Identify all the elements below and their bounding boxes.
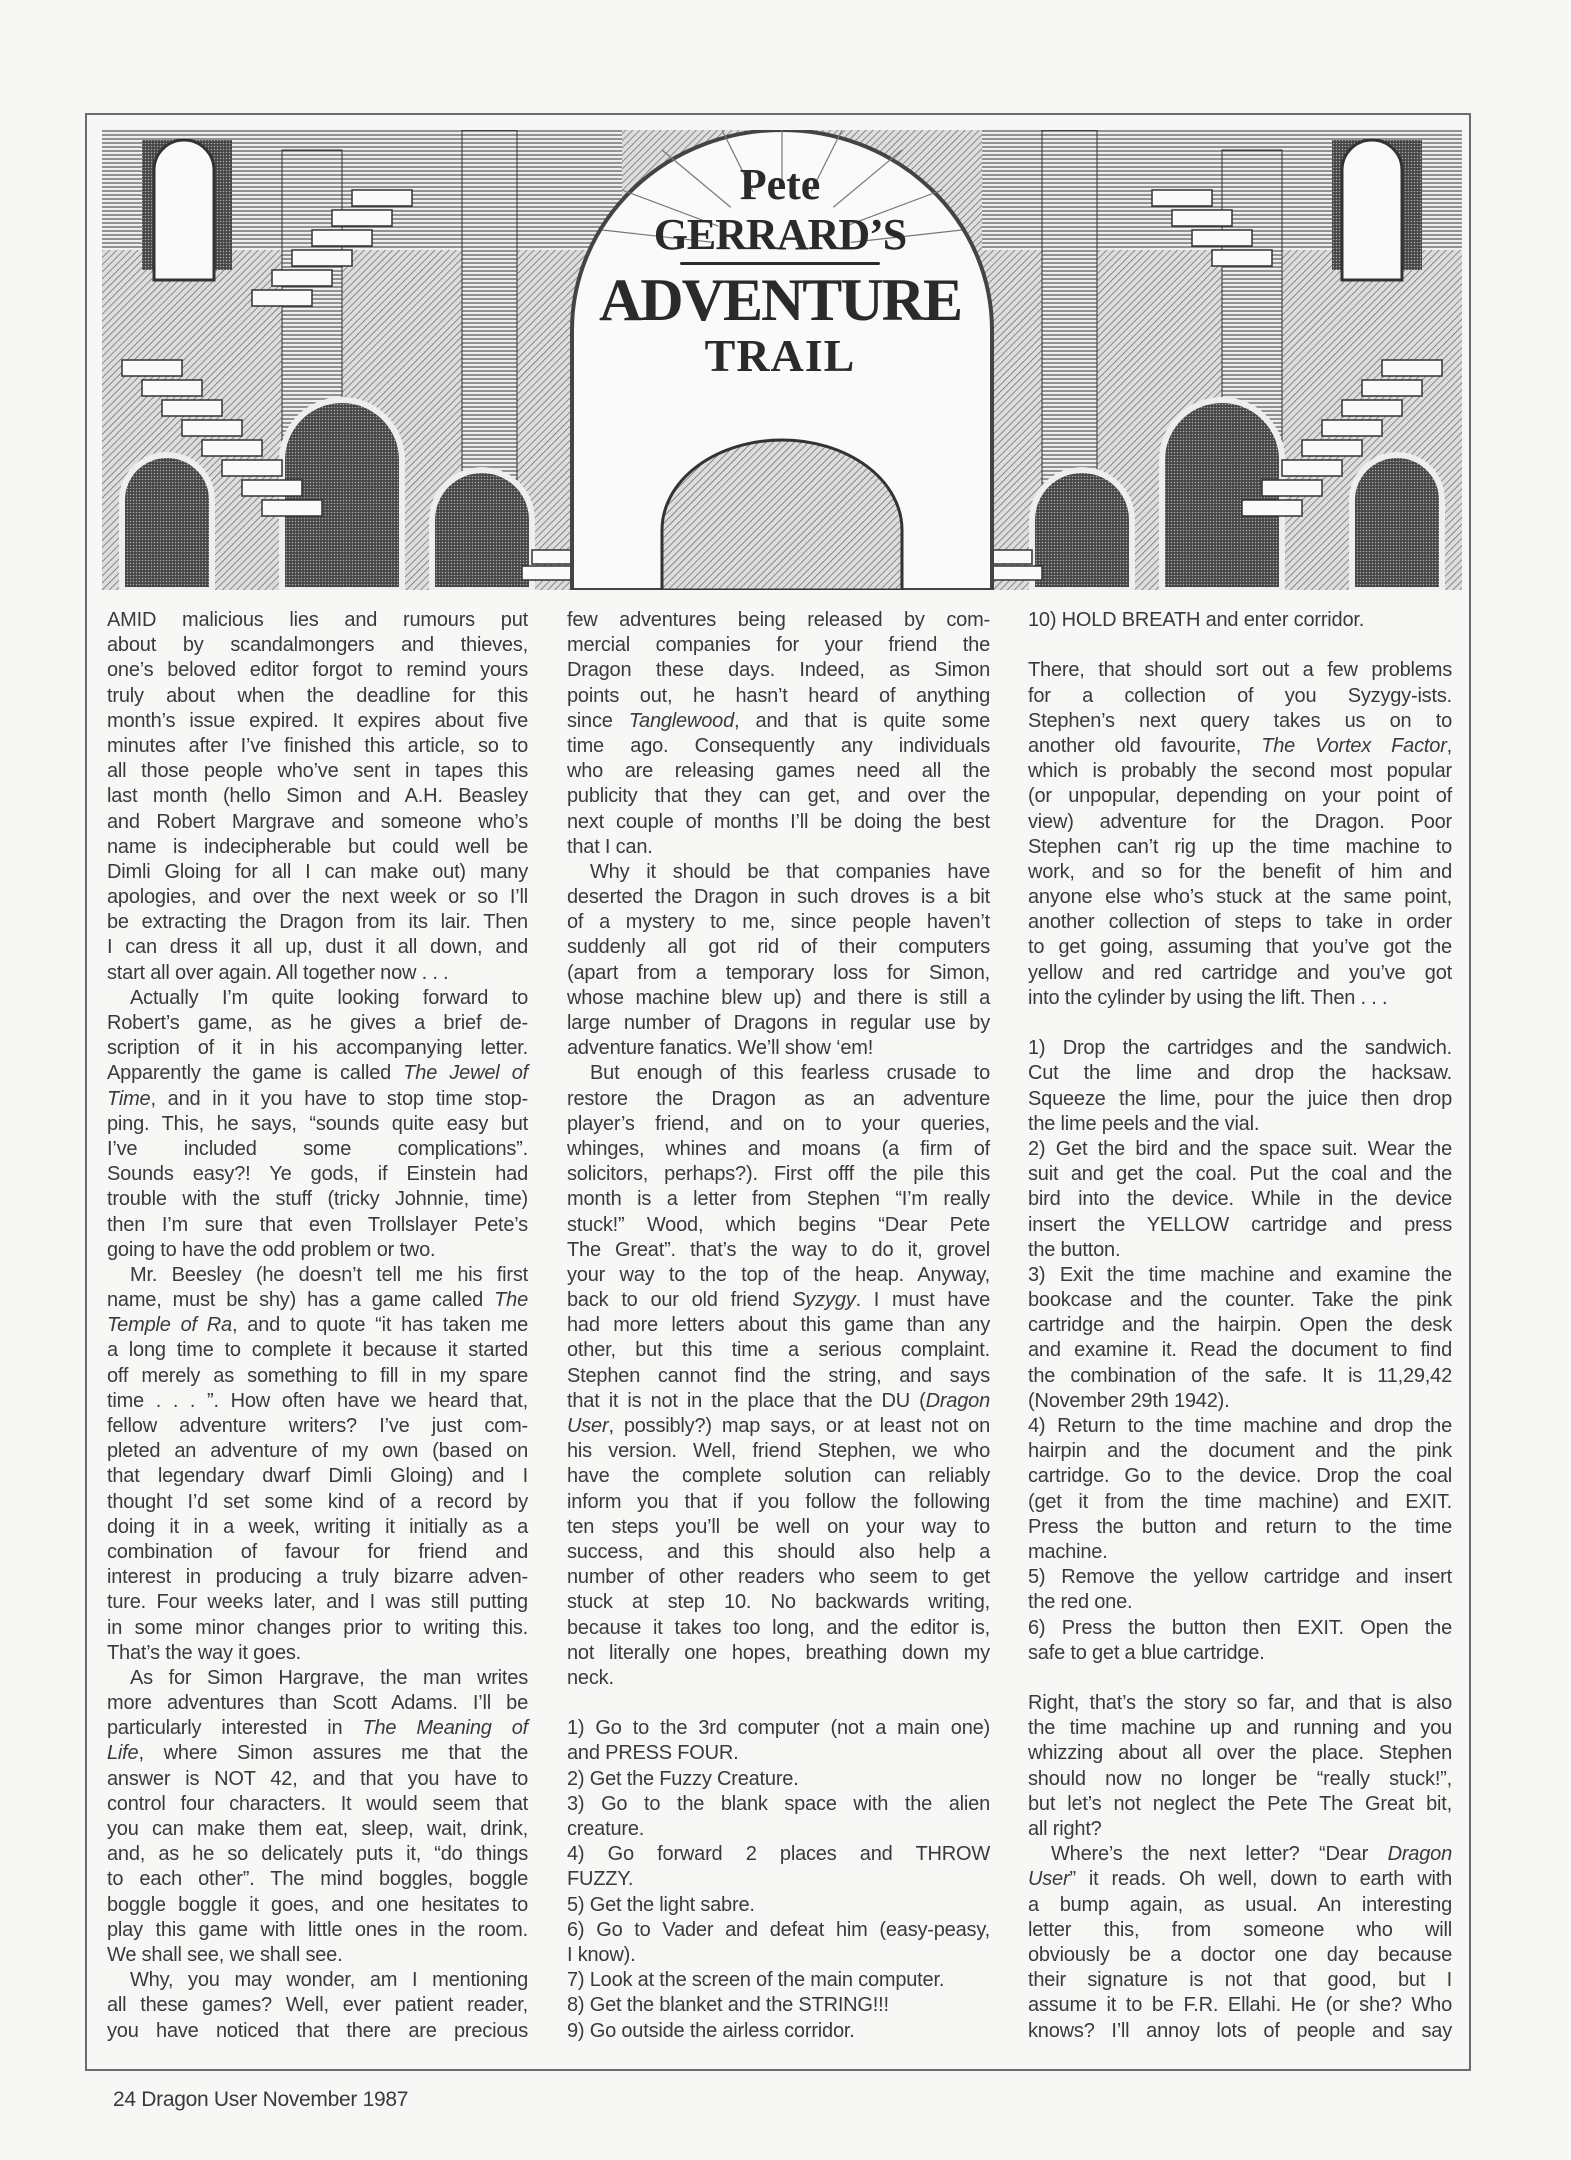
- text-line: 10) HOLD BREATH and enter corridor.: [1028, 609, 1365, 631]
- text-line: 2) Get the bird and the space suit. Wear the: [1028, 1137, 1452, 1160]
- italic-title: User: [567, 1415, 609, 1437]
- text-line: (get it from the time machine) and EXIT.: [1028, 1490, 1452, 1513]
- text-line: 3) Exit the time machine and examine the: [1028, 1263, 1452, 1286]
- text-line: Life, where Simon assures me that the: [107, 1742, 528, 1765]
- text-line: 2) Get the Fuzzy Creature.: [567, 1767, 799, 1790]
- italic-title: Dragon: [1387, 1843, 1452, 1866]
- text-line: solicitors, perhaps?). First offf the pile this: [567, 1163, 990, 1186]
- text-line: publicity that they can get, and over the: [567, 785, 990, 808]
- text-line: cartridge. Go to the device. Drop the coal: [1028, 1465, 1452, 1488]
- text-line: 9) Go outside the airless corridor.: [567, 2019, 855, 2042]
- text-line: I can dress it all up, dust it all down, and: [107, 936, 528, 959]
- text-line: that it is not in the place that the DU (Dragon: [567, 1389, 990, 1412]
- italic-title: Temple of Ra: [107, 1314, 232, 1337]
- text-line: name is indecipherable but could well be: [107, 835, 528, 858]
- text-line: play this game with little ones in the room.: [107, 1918, 528, 1941]
- text-line: had more letters about this game than any: [567, 1314, 990, 1337]
- text-line: the combination of the safe. It is 11,29,42: [1028, 1364, 1452, 1387]
- page-footer: 24 Dragon User November 1987: [113, 2088, 409, 2111]
- text-line: FUZZY.: [567, 1868, 634, 1891]
- text-line: inform you that if you follow the following: [567, 1490, 990, 1513]
- text-line: pleted an adventure of my own (based on: [107, 1440, 528, 1463]
- text-line: stuck!” Wood, which begins “Dear Pete: [567, 1213, 990, 1236]
- text-line: hairpin and the document and the pink: [1028, 1440, 1452, 1463]
- text-line: creature.: [567, 1818, 645, 1840]
- text-line: more adventures than Scott Adams. I’ll be: [107, 1692, 528, 1715]
- text-line: minutes after I’ve finished this article, so to: [107, 734, 528, 757]
- text-line: which is probably the second most popular: [1028, 760, 1452, 783]
- text-line: control four characters. It would seem that: [107, 1792, 528, 1815]
- text-line: Stephen’s next query takes us on to: [1028, 709, 1452, 732]
- text-line: not literally one hopes, breathing down my: [567, 1641, 990, 1664]
- text-line: particularly interested in The Meaning of: [107, 1717, 528, 1740]
- text-line: Time, and in it you have to stop time stop-: [107, 1087, 528, 1110]
- text-line: safe to get a blue cartridge.: [1028, 1641, 1265, 1664]
- text-line: We shall see, we shall see.: [107, 1943, 343, 1966]
- text-line: start all over again. All together now . . .: [107, 961, 449, 984]
- text-line: that I can.: [567, 835, 653, 858]
- text-line: going to have the odd problem or two.: [107, 1238, 436, 1261]
- text-line: 5) Get the light sabre.: [567, 1893, 755, 1916]
- text-line: Temple of Ra, and to quote “it has taken me: [107, 1314, 528, 1337]
- text-line: anyone else who’s stuck at the same point,: [1028, 886, 1452, 909]
- text-line: Cut the lime and drop the hacksaw.: [1028, 1062, 1452, 1085]
- text-line: another old favourite, The Vortex Factor,: [1028, 734, 1453, 757]
- text-line: time . . . ”. How often have we heard that,: [107, 1389, 528, 1412]
- italic-title: The: [494, 1289, 528, 1312]
- text-line: to get going, assuming that you’ve got the: [1028, 936, 1452, 959]
- text-line: scription of it in his accompanying letter.: [107, 1037, 528, 1060]
- italic-title: The Meaning of: [362, 1717, 528, 1740]
- text-line: yellow and red cartridge and you’ve got: [1028, 961, 1452, 984]
- text-line: all those people who’ve sent in tapes this: [107, 760, 528, 783]
- text-line: User, possibly?) map says, or at least not on: [567, 1415, 990, 1437]
- text-line: Why, you may wonder, am I mentioning: [130, 1969, 528, 1992]
- text-line: and, as he so delicately puts it, “do things: [107, 1843, 528, 1866]
- text-line: AMID malicious lies and rumours put: [107, 609, 528, 631]
- text-line: about by scandalmongers and thieves,: [107, 634, 528, 657]
- text-line: have the complete solution can reliably: [567, 1465, 990, 1488]
- text-line: boggle boggle it goes, and one hesitates to: [107, 1893, 528, 1916]
- text-line: As for Simon Hargrave, the man writes: [130, 1666, 528, 1689]
- text-line: letter this, from someone who will: [1028, 1918, 1452, 1941]
- text-line: 7) Look at the screen of the main computer.: [567, 1969, 945, 1992]
- italic-title: Syzygy: [792, 1289, 856, 1312]
- text-line: The Great”. that’s the way to do it, grovel: [567, 1238, 990, 1261]
- text-line: Dragon these days. Indeed, as Simon: [567, 659, 990, 682]
- text-line: and PRESS FOUR.: [567, 1742, 739, 1765]
- text-line: whizzing about all over the place. Stephen: [1028, 1742, 1452, 1765]
- text-line: suit and get the coal. Put the coal and the: [1028, 1163, 1452, 1186]
- paragraph-gap: [1028, 1011, 1452, 1036]
- text-line: to each other”. The mind boggles, boggle: [107, 1868, 528, 1891]
- text-line: number of other readers who seem to get: [567, 1566, 990, 1589]
- title-adventure: ADVENTURE: [598, 267, 962, 333]
- text-line: 3) Go to the blank space with the alien: [567, 1792, 990, 1815]
- text-line: name, must be shy) has a game called The: [107, 1289, 528, 1312]
- title-author-first: Pete: [739, 160, 821, 209]
- text-line: you can make them eat, sleep, wait, drink,: [107, 1818, 528, 1840]
- italic-title: Dragon: [925, 1389, 990, 1412]
- text-line: fellow adventure writers? I’ve just com-: [107, 1415, 528, 1437]
- text-line: Robert’s game, as he gives a brief de-: [107, 1012, 528, 1034]
- text-line: 6) Go to Vader and defeat him (easy-peasy,: [567, 1918, 990, 1941]
- text-line: since Tanglewood, and that is quite some: [567, 709, 990, 732]
- text-line: thought I’d set some kind of a record by: [107, 1490, 528, 1513]
- article-column-1: [107, 608, 528, 2044]
- text-line: 1) Drop the cartridges and the sandwich.: [1028, 1037, 1452, 1060]
- text-line: whinges, whines and moans (a firm of: [567, 1137, 990, 1160]
- text-line: and examine it. Read the document to find: [1028, 1339, 1452, 1362]
- text-line: Apparently the game is called The Jewel of: [107, 1062, 528, 1085]
- text-line: 8) Get the blanket and the STRING!!!: [567, 1994, 889, 2017]
- text-line: one’s beloved editor forgot to remind yours: [107, 659, 528, 682]
- title-divider: [680, 262, 880, 265]
- text-line: I’ve included some complications”.: [107, 1137, 528, 1160]
- italic-title: User: [1028, 1868, 1070, 1891]
- text-line: But enough of this fearless crusade to: [590, 1062, 990, 1085]
- article-column-3: [1028, 608, 1452, 2044]
- text-line: doing it in a week, writing it initially as a: [107, 1515, 528, 1538]
- text-line: Actually I’m quite looking forward to: [130, 986, 528, 1009]
- text-line: time ago. Consequently any individuals: [567, 734, 990, 757]
- text-line: their signature is not that good, but I: [1028, 1969, 1452, 1992]
- text-line: into the cylinder by using the lift. Then . . .: [1028, 986, 1388, 1009]
- text-line: points out, he hasn’t heard of anything: [567, 684, 990, 707]
- text-line: machine.: [1028, 1540, 1108, 1563]
- text-line: cartridge and the hairpin. Open the desk: [1028, 1314, 1452, 1337]
- text-line: truly about when the deadline for this: [107, 684, 528, 707]
- text-line: 4) Go forward 2 places and THROW: [567, 1843, 990, 1866]
- italic-title: The Vortex Factor: [1261, 734, 1447, 757]
- text-line: I know).: [567, 1943, 636, 1966]
- text-line: Dimli Gloing for all I can make out) many: [107, 860, 528, 883]
- text-line: month is a letter from Stephen “I’m really: [567, 1188, 990, 1211]
- page-title: [560, 160, 1000, 381]
- text-line: (apart from a temporary loss for Simon,: [567, 961, 990, 984]
- text-line: view) adventure for the Dragon. Poor: [1028, 810, 1452, 833]
- text-line: bookcase and the counter. Take the pink: [1028, 1289, 1452, 1312]
- text-line: That’s the way it goes.: [107, 1641, 302, 1664]
- text-line: the button.: [1028, 1238, 1121, 1261]
- text-line: (November 29th 1942).: [1028, 1389, 1230, 1412]
- text-line: a long time to complete it because it started: [107, 1339, 528, 1362]
- text-line: Where’s the next letter? “Dear Dragon: [1051, 1843, 1452, 1866]
- article-column-2: [567, 608, 990, 2044]
- text-line: Squeeze the lime, pour the juice then drop: [1028, 1087, 1452, 1110]
- text-line: There, that should sort out a few problems: [1028, 659, 1452, 682]
- text-line: that legendary dwarf Dimli Gloing) and I: [107, 1465, 528, 1488]
- text-line: player’s friend, and on to your queries,: [567, 1112, 990, 1135]
- text-line: ping. This, he says, “sounds quite easy but: [107, 1112, 528, 1135]
- text-line: month’s issue expired. It expires about five: [107, 709, 528, 732]
- text-line: apologies, and over the next week or so I’ll: [107, 886, 528, 909]
- text-line: Press the button and return to the time: [1028, 1515, 1452, 1538]
- italic-title: The Jewel of: [403, 1062, 528, 1085]
- text-line: 5) Remove the yellow cartridge and insert: [1028, 1566, 1452, 1589]
- text-line: 6) Press the button then EXIT. Open the: [1028, 1616, 1452, 1639]
- text-line: because it takes too long, and the editor is,: [567, 1616, 990, 1639]
- text-line: Sounds easy?! Ye gods, if Einstein had: [107, 1163, 528, 1186]
- italic-title: Time: [107, 1087, 151, 1110]
- text-line: the red one.: [1028, 1591, 1133, 1614]
- text-line: a bump again, as usual. An interesting: [1028, 1893, 1452, 1916]
- text-line: combination of favour for friend and: [107, 1540, 528, 1563]
- text-line: back to our old friend Syzygy. I must have: [567, 1289, 990, 1312]
- text-line: bird into the device. While in the device: [1028, 1188, 1452, 1211]
- text-line: your way to the top of the heap. Anyway,: [567, 1263, 990, 1286]
- text-line: User” it reads. Oh well, down to earth with: [1028, 1868, 1452, 1891]
- text-line: for a collection of you Syzygy-ists.: [1028, 684, 1452, 707]
- text-line: and Robert Margrave and someone who’s: [107, 810, 528, 833]
- paragraph-gap: [1028, 1666, 1452, 1691]
- text-line: work, and so for the benefit of him and: [1028, 860, 1452, 883]
- text-line: all these games? Well, ever patient reader,: [107, 1994, 528, 2017]
- text-line: Right, that’s the story so far, and that is also: [1028, 1692, 1452, 1715]
- text-line: 1) Go to the 3rd computer (not a main one): [567, 1717, 990, 1740]
- text-line: interest in producing a truly bizarre adven-: [107, 1566, 528, 1589]
- text-line: knows? I’ll annoy lots of people and say: [1028, 2019, 1452, 2042]
- text-line: adventure fanatics. We’ll show ‘em!: [567, 1037, 874, 1060]
- text-line: in some minor changes prior to writing this.: [107, 1616, 528, 1639]
- text-line: Stephen cannot find the string, and says: [567, 1364, 990, 1387]
- text-line: Mr. Beesley (he doesn’t tell me his first: [130, 1263, 528, 1286]
- text-line: trouble with the stuff (tricky Johnnie, time): [107, 1188, 528, 1211]
- text-line: ten steps you’ll be well on your way to: [567, 1515, 990, 1538]
- text-line: answer is NOT 42, and that you have to: [107, 1767, 528, 1790]
- text-line: next couple of months I’ll be doing the best: [567, 810, 990, 833]
- title-author-last: GERRARD’S: [653, 210, 907, 259]
- text-line: suddenly all got rid of their computers: [567, 936, 990, 959]
- text-line: (or unpopular, depending on your point of: [1028, 785, 1452, 808]
- text-line: 4) Return to the time machine and drop the: [1028, 1415, 1452, 1437]
- text-line: another collection of steps to take in order: [1028, 911, 1452, 934]
- paragraph-gap: [1028, 633, 1452, 658]
- text-line: the lime peels and the vial.: [1028, 1112, 1260, 1135]
- text-line: Stephen can’t rig up the time machine to: [1028, 835, 1452, 858]
- text-line: last month (hello Simon and A.H. Beasley: [107, 785, 528, 808]
- text-line: should now no longer be “really stuck!”,: [1028, 1767, 1452, 1790]
- text-line: be extracting the Dragon from its lair. Then: [107, 911, 528, 934]
- text-line: then I’m sure that even Trollslayer Pete’s: [107, 1213, 528, 1236]
- text-line: mercial companies for your friend the: [567, 634, 990, 657]
- text-line: assume it to be F.R. Ellahi. He (or she? Who: [1028, 1994, 1452, 2017]
- italic-title: Tanglewood: [628, 709, 734, 732]
- text-line: obviously be a doctor one day because: [1028, 1943, 1452, 1966]
- text-line: large number of Dragons in regular use by: [567, 1012, 990, 1034]
- text-line: his version. Well, friend Stephen, we who: [567, 1440, 990, 1463]
- text-line: whose machine blew up) and there is still a: [567, 986, 990, 1009]
- italic-title: Life: [107, 1742, 139, 1765]
- text-line: ture. Four weeks later, and I was still putting: [107, 1591, 528, 1614]
- title-trail: TRAIL: [704, 330, 856, 381]
- text-line: neck.: [567, 1666, 614, 1689]
- text-line: but let’s not neglect the Pete The Great bit,: [1028, 1792, 1452, 1815]
- text-line: insert the YELLOW cartridge and press: [1028, 1213, 1452, 1236]
- text-line: of a mystery to me, since people haven’t: [567, 911, 990, 934]
- text-line: restore the Dragon as an adventure: [567, 1087, 990, 1110]
- text-line: all right?: [1028, 1818, 1102, 1840]
- text-line: who are releasing games need all the: [567, 760, 990, 783]
- text-line: stuck at step 10. No backwards writing,: [567, 1591, 990, 1614]
- text-line: off merely as something to fill in my spare: [107, 1364, 528, 1387]
- text-line: the time machine up and running and you: [1028, 1717, 1452, 1740]
- text-line: few adventures being released by com-: [567, 609, 990, 631]
- paragraph-gap: [567, 1691, 990, 1716]
- text-line: you have noticed that there are precious: [107, 2019, 528, 2042]
- text-line: other, but this time a serious complaint.: [567, 1339, 990, 1362]
- text-line: Why it should be that companies have: [590, 860, 990, 883]
- text-line: success, and this should also help a: [567, 1540, 990, 1563]
- text-line: deserted the Dragon in such droves is a bit: [567, 886, 990, 909]
